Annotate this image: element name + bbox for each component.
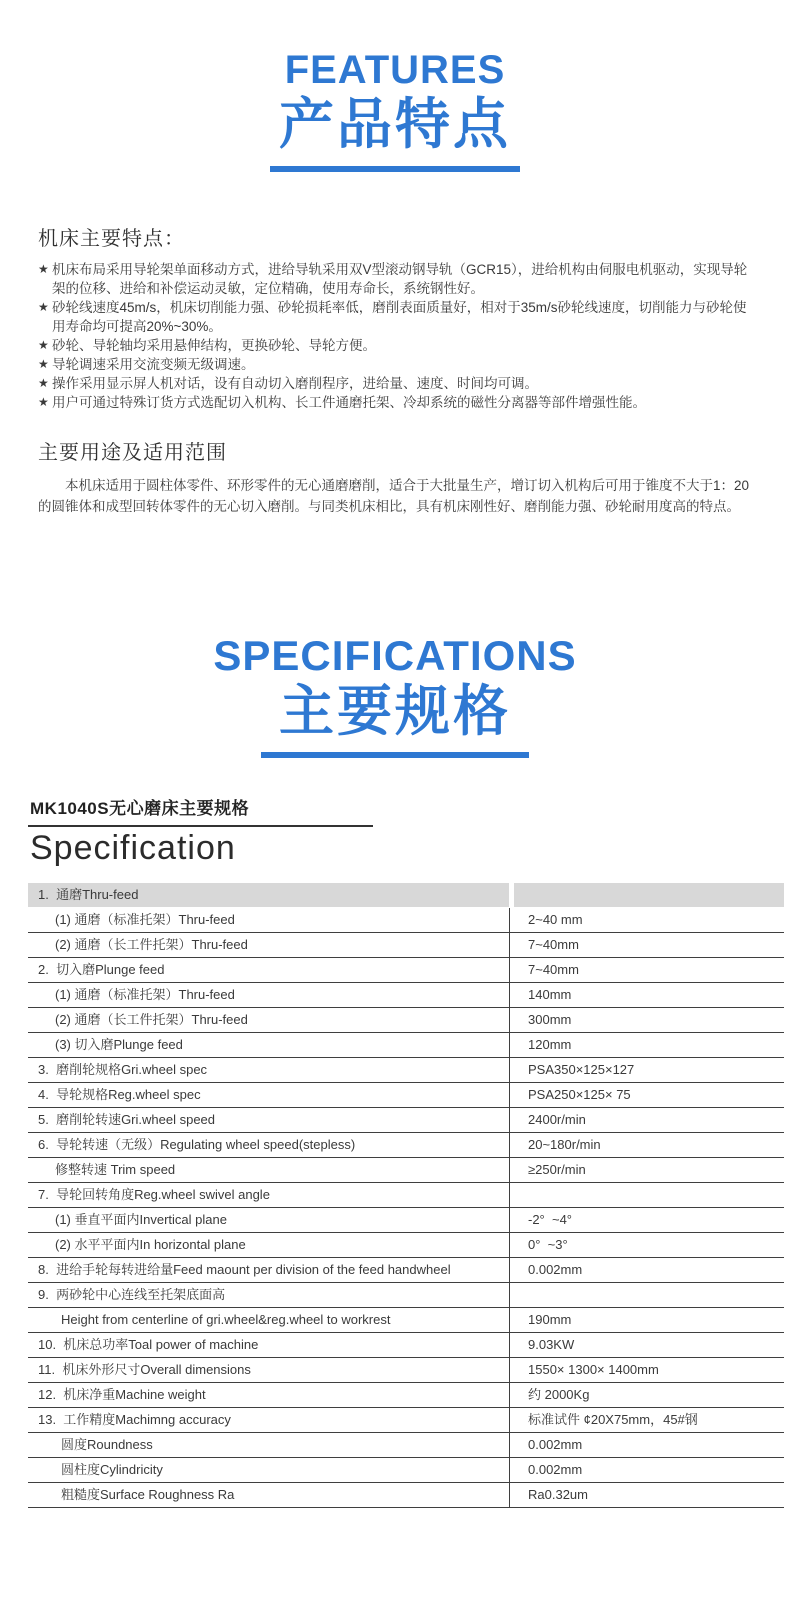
spec-row-value: 300mm — [509, 1008, 784, 1032]
spec-row-value — [509, 883, 784, 907]
spec-row-value: 120mm — [509, 1033, 784, 1057]
specifications-header — [0, 517, 790, 759]
feature-bullet-text: 砂轮、导轮轴均采用悬伸结构，更换砂轮、导轮方便。 — [52, 337, 376, 353]
star-bullet-icon: ★ — [38, 299, 49, 314]
star-bullet-icon: ★ — [38, 356, 49, 371]
table-row — [28, 1058, 784, 1083]
spec-row-value: 190mm — [509, 1308, 784, 1332]
usage-paragraph: 本机床适用于圆柱体零件、环形零件的无心通磨磨削，适合于大批量生产，增订切入机构后可用于锥度不大于1：20的圆锥体和成型回转体零件的无心切入磨削。与同类机床相比，具有机床刚性好、磨削能力强、砂轮耐用度高的特点。 — [38, 477, 750, 514]
spec-row-label: 7. 导轮回转角度Reg.wheel swivel angle — [38, 1187, 270, 1203]
feature-bullet — [38, 298, 756, 336]
spec-row-value: -2° ~4° — [509, 1208, 784, 1232]
table-row — [28, 1233, 784, 1258]
spec-row-value: 0° ~3° — [509, 1233, 784, 1257]
spec-row-value: 约 2000Kg — [509, 1383, 784, 1407]
spec-table-section — [28, 794, 784, 1508]
table-row — [28, 933, 784, 958]
feature-bullet-text: 砂轮线速度45m/s，机床切削能力强、砂轮损耗率低，磨削表面质量好，相对于35m/s砂轮线速度，切削能力与砂轮使用寿命均可提高20%~30%。 — [52, 299, 747, 334]
table-row — [28, 1133, 784, 1158]
features-section — [38, 222, 756, 412]
spec-row-label: 8. 进给手轮每转进给量Feed maount per division of the feed handwheel — [38, 1262, 451, 1278]
spec-row-label: (3) 切入磨Plunge feed — [55, 1037, 183, 1053]
spec-row-value: PSA350×125×127 — [509, 1058, 784, 1082]
spec-row-label: 13. 工作精度Machimng accuracy — [38, 1412, 231, 1428]
table-row — [28, 1108, 784, 1133]
feature-bullet-text: 用户可通过特殊订货方式选配切入机构、长工件通磨托架、冷却系统的磁性分离器等部件增强性能。 — [52, 394, 646, 410]
spec-table-title: MK1040S无心磨床主要规格 — [30, 799, 250, 819]
spec-row-value — [509, 1183, 784, 1207]
table-row — [28, 1383, 784, 1408]
spec-row-value: 7~40mm — [509, 958, 784, 982]
specifications-heading-en: SPECIFICATIONS — [213, 631, 577, 679]
table-row — [28, 1308, 784, 1333]
table-row — [28, 1083, 784, 1108]
spec-row-label: 9. 两砂轮中心连线至托架底面高 — [38, 1287, 226, 1303]
spec-row-value: 2400r/min — [509, 1108, 784, 1132]
table-row — [28, 1408, 784, 1433]
machine-features-title: 机床主要特点： — [38, 227, 185, 250]
spec-title-rule — [28, 825, 373, 827]
features-heading-underline — [270, 166, 520, 172]
feature-bullet-text: 导轮调速采用交流变频无级调速。 — [52, 356, 255, 372]
feature-bullet-text: 机床布局采用导轮架单面移动方式，进给导轨采用双V型滚动钢导轨（GCR15），进给机构由伺服电机驱动，实现导轮架的位移、进给和补偿运动灵敏，定位精确，使用寿命长，系统钢性好。 — [52, 261, 748, 296]
spec-row-value: 0.002mm — [509, 1433, 784, 1457]
table-row — [28, 883, 784, 908]
star-bullet-icon: ★ — [38, 261, 49, 276]
table-row — [28, 958, 784, 983]
table-row — [28, 1033, 784, 1058]
spec-row-value: ≥250r/min — [509, 1158, 784, 1182]
spec-row-label: 10. 机床总功率Toal power of machine — [38, 1337, 259, 1353]
feature-bullet — [38, 374, 756, 393]
spec-row-label: (2) 通磨（长工件托架）Thru-feed — [55, 937, 248, 953]
table-row — [28, 1458, 784, 1483]
spec-row-label: (1) 通磨（标准托架）Thru-feed — [55, 987, 235, 1003]
spec-row-label: 2. 切入磨Plunge feed — [38, 962, 165, 978]
spec-row-label: (1) 通磨（标准托架）Thru-feed — [55, 912, 235, 928]
table-row — [28, 908, 784, 933]
features-list — [38, 260, 756, 412]
feature-bullet — [38, 260, 756, 298]
table-row — [28, 1358, 784, 1383]
spec-table-subtitle: Specification — [30, 829, 236, 868]
spec-row-value: 20~180r/min — [509, 1133, 784, 1157]
feature-bullet — [38, 336, 756, 355]
table-row — [28, 1333, 784, 1358]
spec-row-label: (2) 水平平面内In horizontal plane — [55, 1237, 246, 1253]
usage-section — [38, 436, 756, 517]
spec-row-value: 140mm — [509, 983, 784, 1007]
star-bullet-icon: ★ — [38, 375, 49, 390]
table-row — [28, 983, 784, 1008]
spec-row-value: 0.002mm — [509, 1258, 784, 1282]
spec-row-label: 1. 通磨Thru-feed — [38, 887, 139, 903]
table-row — [28, 1433, 784, 1458]
spec-row-label: (1) 垂直平面内Invertical plane — [55, 1212, 227, 1228]
spec-table — [28, 883, 784, 1508]
table-row — [28, 1183, 784, 1208]
spec-row-value: 2~40 mm — [509, 908, 784, 932]
spec-row-value: 9.03KW — [509, 1333, 784, 1357]
spec-row-value: 1550× 1300× 1400mm — [509, 1358, 784, 1382]
spec-row-value — [509, 1283, 784, 1307]
table-row — [28, 1483, 784, 1508]
table-row — [28, 1008, 784, 1033]
feature-bullet-text: 操作采用显示屏人机对话，设有自动切入磨削程序，进给量、速度、时间均可调。 — [52, 375, 538, 391]
spec-row-label: 5. 磨削轮转速Gri.wheel speed — [38, 1112, 216, 1128]
table-row — [28, 1283, 784, 1308]
spec-row-label: 11. 机床外形尺寸Overall dimensions — [38, 1362, 251, 1378]
star-bullet-icon: ★ — [38, 337, 49, 352]
spec-row-value: Ra0.32um — [509, 1483, 784, 1507]
table-row — [28, 1208, 784, 1233]
features-heading-en: FEATURES — [284, 48, 506, 92]
spec-row-value: 7~40mm — [509, 933, 784, 957]
spec-row-label: 3. 磨削轮规格Gri.wheel spec — [38, 1062, 208, 1078]
spec-row-value: 0.002mm — [509, 1458, 784, 1482]
table-row — [28, 1258, 784, 1283]
spec-row-label: 6. 导轮转速（无级）Regulating wheel speed(stepless) — [38, 1137, 356, 1153]
spec-row-value: PSA250×125× 75 — [509, 1083, 784, 1107]
spec-row-label: 4. 导轮规格Reg.wheel spec — [38, 1087, 201, 1103]
star-bullet-icon: ★ — [38, 394, 49, 409]
table-row — [28, 1158, 784, 1183]
specifications-heading-underline — [261, 752, 529, 758]
spec-row-label: 修整转速 Trim speed — [55, 1162, 176, 1178]
spec-row-label: 粗糙度Surface Roughness Ra — [61, 1487, 235, 1503]
spec-row-label: 圆柱度Cylindricity — [61, 1462, 163, 1478]
spec-row-label: Height from centerline of gri.wheel&reg.wheel to workrest — [61, 1312, 391, 1328]
spec-row-label: 12. 机床净重Machine weight — [38, 1387, 206, 1403]
features-heading-zh: 产品特点 — [278, 93, 511, 155]
usage-section-title: 主要用途及适用范围 — [38, 441, 227, 464]
feature-bullet — [38, 393, 756, 412]
feature-bullet — [38, 355, 756, 374]
specifications-heading-zh: 主要规格 — [278, 679, 511, 742]
spec-row-label: 圆度Roundness — [61, 1437, 153, 1453]
features-header — [0, 0, 790, 172]
spec-row-label: (2) 通磨（长工件托架）Thru-feed — [55, 1012, 248, 1028]
spec-row-value: 标准试件 ¢20X75mm，45#钢 — [509, 1408, 784, 1432]
